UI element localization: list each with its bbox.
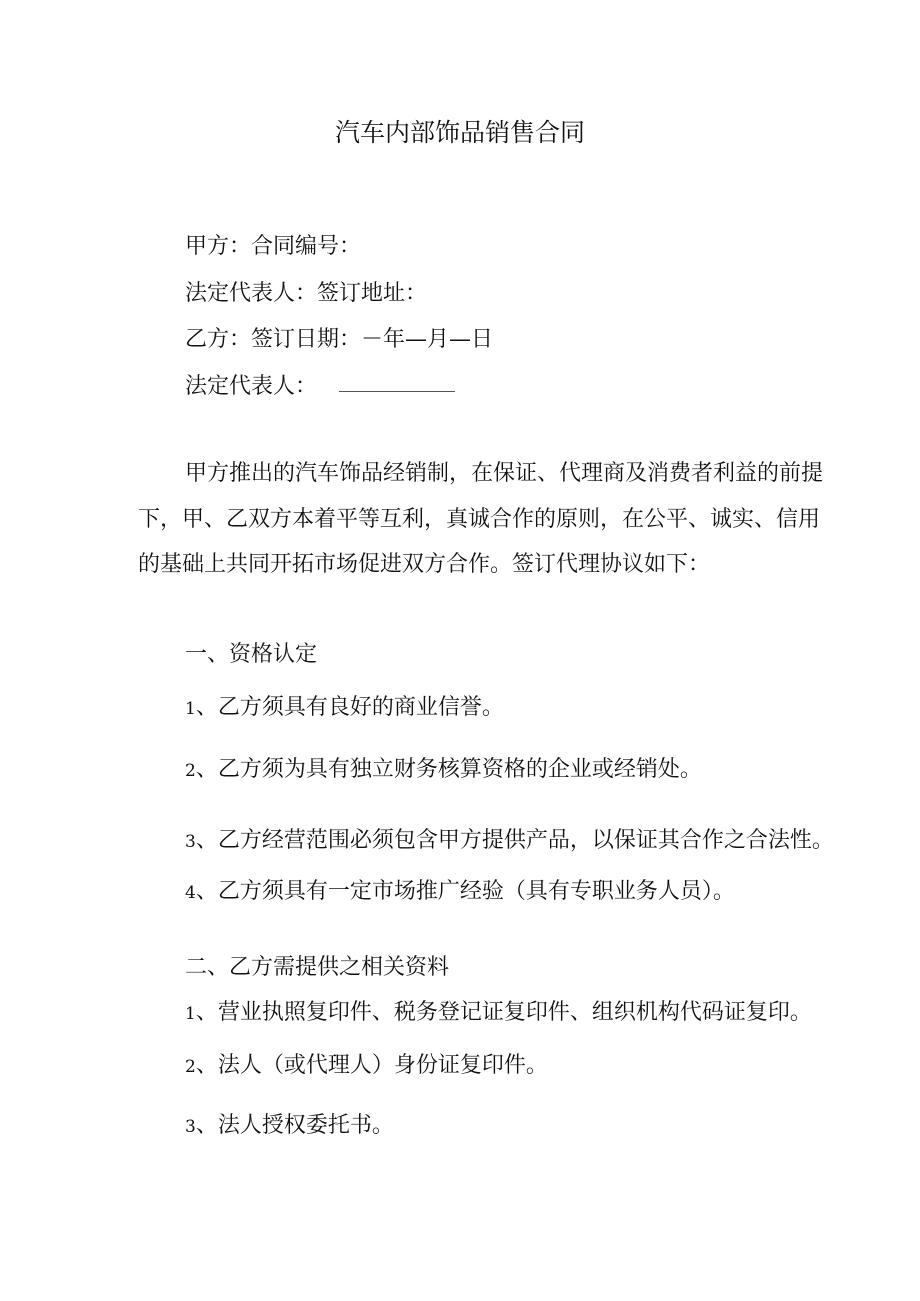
intro-line-1: 甲方推出的汽车饰品经销制，在保证、代理商及消费者利益的前提: [185, 461, 824, 486]
representative-line-2: [185, 372, 455, 402]
item-number: 4: [185, 883, 196, 903]
representative-line-1: 法定代表人：签订地址：: [185, 281, 428, 306]
blank-underline: [339, 372, 455, 392]
item-text: 、乙方须具有良好的商业信誉。: [195, 695, 504, 720]
item-text: 、法人授权委托书。: [195, 1113, 394, 1138]
section-1-heading: 一、资格认定: [185, 642, 318, 667]
item-number: 3: [185, 832, 196, 852]
contract-title: 汽车内部饰品销售合同: [334, 118, 585, 147]
section-1-item: [185, 877, 735, 908]
item-number: 2: [185, 761, 196, 781]
item-text: 、乙方须具有一定市场推广经验（具有专职业务人员）。: [195, 879, 735, 904]
section-1-item: [185, 693, 504, 724]
item-number: 2: [185, 1057, 196, 1077]
item-number: 1: [185, 1004, 196, 1024]
party-b-line: 乙方：签订日期：－年—月—日: [185, 327, 494, 352]
section-1-item: [185, 826, 834, 857]
intro-line-3: 的基础上共同开拓市场促进双方合作。签订代理协议如下：: [138, 552, 711, 577]
section-1-item: [185, 755, 702, 786]
representative-label: 法定代表人：: [185, 374, 318, 399]
item-text: 、法人（或代理人）身份证复印件。: [195, 1053, 548, 1078]
item-text: 、乙方经营范围必须包含甲方提供产品，以保证其合作之合法性。: [195, 828, 834, 853]
section-2-item: [185, 1051, 548, 1082]
section-2-item: [185, 998, 812, 1029]
item-number: 3: [185, 1117, 196, 1137]
intro-line-2: 下，甲、乙双方本着平等互利，真诚合作的原则，在公平、诚实、信用: [138, 507, 821, 532]
party-a-line: 甲方：合同编号：: [185, 234, 362, 259]
section-2-item: [185, 1111, 394, 1142]
item-number: 1: [185, 699, 196, 719]
item-text: 、营业执照复印件、税务登记证复印件、组织机构代码证复印。: [195, 1000, 812, 1025]
item-text: 、乙方须为具有独立财务核算资格的企业或经销处。: [195, 757, 702, 782]
section-2-heading: 二、乙方需提供之相关资料: [185, 955, 450, 980]
